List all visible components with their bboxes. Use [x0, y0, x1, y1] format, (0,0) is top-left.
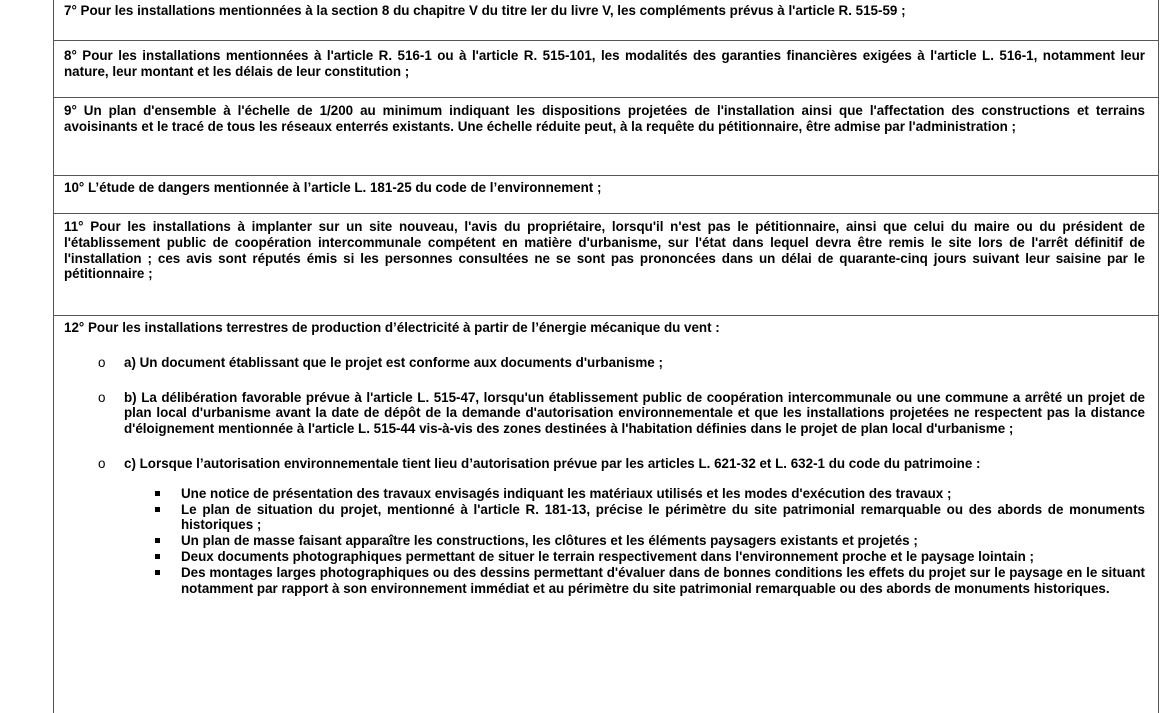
square-bullet-icon	[155, 570, 160, 575]
list-item-text: Le plan de situation du projet, mentionné à l'article R. 181-13, précise le périmètre du site patrimonial remarquable ou des abords de monuments historiques ;	[181, 501, 1145, 533]
sub-item-c	[98, 455, 1145, 472]
sub-item-a	[98, 354, 1145, 371]
list-item	[181, 533, 1145, 549]
item-9	[53, 98, 1159, 176]
circle-bullet-icon: o	[98, 389, 106, 405]
item-10-text: 10° L’étude de dangers mentionnée à l’article L. 181-25 du code de l’environnement ;	[64, 180, 602, 195]
sub-item-b	[98, 389, 1145, 437]
item-12-intro: 12° Pour les installations terrestres de production d’électricité à partir de l’énergie mécanique du vent :	[64, 320, 720, 335]
item-7	[53, 0, 1159, 41]
square-bullet-icon	[155, 538, 160, 543]
item-8	[53, 41, 1159, 98]
list-item	[181, 565, 1145, 597]
list-item	[181, 486, 1145, 502]
list-item	[181, 549, 1145, 565]
item-8-text: 8° Pour les installations mentionnées à l'article R. 516-1 ou à l'article R. 515-101, les modalités des garanties financières exigées à l'article L. 516-1, notamment leur nature, leur montant et les délais de leur constitution ;	[64, 48, 1145, 79]
square-bullet-icon	[155, 491, 160, 496]
list-item-text: Un plan de masse faisant apparaître les constructions, les clôtures et les éléments paysagers existants et projetés ;	[181, 533, 918, 549]
list-item-text: Une notice de présentation des travaux envisagés indiquant les matériaux utilisés et les modes d'exécution des travaux ;	[181, 485, 952, 501]
sub-item-c-text: c) Lorsque l’autorisation environnementale tient lieu d’autorisation prévue par les articles L. 621-32 et L. 632-1 du code du patrimoine :	[124, 455, 981, 471]
list-item-text: Deux documents photographiques permettant de situer le terrain respectivement dans l'environnement proche et le paysage lointain ;	[181, 548, 1034, 564]
item-11	[53, 214, 1159, 316]
square-bullet-icon	[155, 507, 160, 512]
item-11-text: 11° Pour les installations à implanter sur un site nouveau, l'avis du propriétaire, lorsqu'il n'est pas le pétitionnaire, ainsi que celui du maire ou du président de l'établissement public de coopération intercommunale compétent en matière d'urbanisme, sur l'état dans lequel devra être remis le site lors de l'arrêt définitif de l'installation ; ces avis sont réputés émis si les personnes consultées ne se sont pas prononcées dans un délai de quarante-cinq jours suivant leur saisine par le pétitionnaire ;	[64, 219, 1145, 282]
item-9-text: 9° Un plan d'ensemble à l'échelle de 1/200 au minimum indiquant les dispositions projetées de l'installation ainsi que l'affectation des constructions et terrains avoisinants et le tracé de tous les réseaux enterrés existants. Une échelle réduite peut, à la requête du pétitionnaire, être admise par l'administration ;	[64, 103, 1145, 134]
item-10	[53, 176, 1159, 214]
patrimoine-list	[181, 486, 1145, 597]
circle-bullet-icon: o	[98, 354, 106, 370]
sub-item-a-text: a) Un document établissant que le projet est conforme aux documents d'urbanisme ;	[124, 354, 663, 370]
item-12	[53, 316, 1159, 713]
square-bullet-icon	[155, 554, 160, 559]
list-item	[181, 502, 1145, 534]
sub-item-b-text: b) La délibération favorable prévue à l'article L. 515-47, lorsqu'un établissement public de coopération intercommunale ou une commune a arrêté un projet de plan local d'urbanisme avant la date de dépôt de la demande d'autorisation environnementale et que les installations projetées ne respectent pas la distance d'éloignement mentionnée à l'article L. 515-44 vis-à-vis des zones destinées à l'habitation définies dans le projet de plan local d'urbanisme ;	[124, 389, 1145, 437]
list-item-text: Des montages larges photographiques ou des dessins permettant d'évaluer dans de bonnes conditions les effets du projet sur le paysage en le situant notamment par rapport à son environnement immédiat et au périmètre du site patrimonial remarquable ou des abords de monuments historiques.	[181, 564, 1145, 596]
item-7-text: 7° Pour les installations mentionnées à la section 8 du chapitre V du titre Ier du livre V, les compléments prévus à l'article R. 515-59 ;	[64, 3, 906, 18]
circle-bullet-icon: o	[98, 455, 106, 471]
